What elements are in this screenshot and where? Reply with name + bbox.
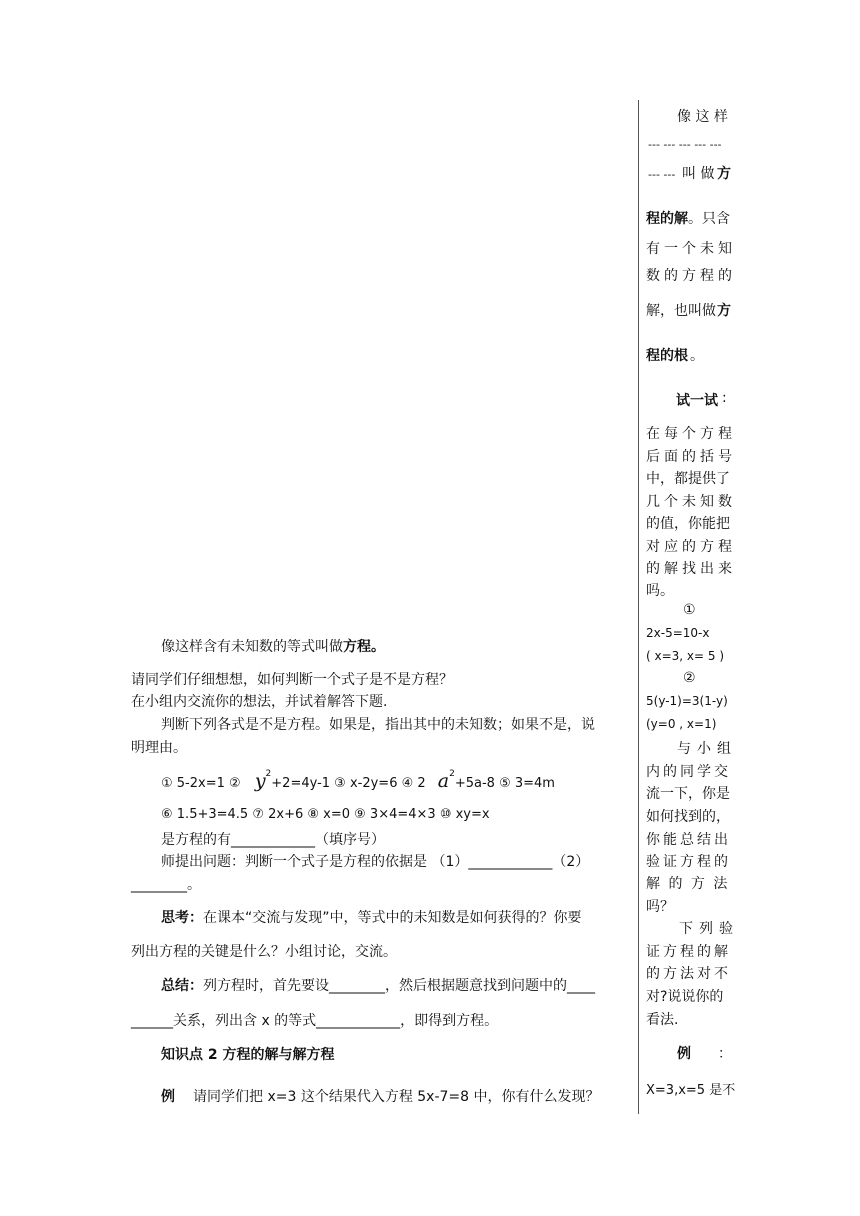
equation-item: ① 5-2x=1 ② [161, 776, 241, 791]
definition-text: 像这样含有未知数的等式叫做 [161, 639, 343, 655]
fill-blank-line: 是方程的有____________（填序号） [161, 832, 385, 848]
exponent: 2 [449, 768, 455, 779]
sidebar-blank: --- --- --- --- --- [648, 138, 722, 151]
sidebar-term: 方 [717, 303, 731, 319]
sidebar-line: ② [683, 670, 696, 686]
sidebar-line: 叫 做 [682, 166, 715, 182]
sidebar-line: 下列验 [679, 921, 739, 937]
fill-blank-line: 师提出问题：判断一个式子是方程的依据是 （1）____________（2） [161, 854, 590, 870]
sidebar-line: 看法. [646, 1012, 679, 1028]
sidebar-line: 的解找出来 [646, 561, 736, 577]
sidebar-term: 程的根 [646, 348, 688, 364]
sidebar-line: X=3,x=5 是不 [646, 1083, 736, 1098]
sidebar-blank: --- --- [648, 168, 676, 181]
instruction-line: 在小组内交流你的想法，并试着解答下题. [131, 694, 388, 710]
summary-text: 列方程时，首先要设________，然后根据题意找到问题中的____ [203, 978, 595, 994]
sidebar-line: 后面的括号 [646, 449, 736, 465]
variable-a: a [437, 770, 450, 792]
task-line: 判断下列各式是不是方程。如果是，指出其中的未知数；如果不是，说 [161, 717, 595, 733]
sidebar-line: : [722, 390, 727, 406]
sidebar-line: ① [683, 602, 696, 618]
sidebar-line: 对?说说你的 [646, 989, 724, 1005]
sidebar-line: 数的方程的 [646, 268, 736, 284]
fill-blank-line: ________。 [131, 877, 201, 893]
question-line: 请同学们仔细想想，如何判断一个式子是不是方程？ [131, 672, 453, 688]
sidebar-equation: ( x=3, x= 5 ) [646, 649, 725, 663]
summary-label: 总结： [161, 978, 203, 994]
sidebar-line: 证方程的解 [646, 944, 731, 960]
sidebar-line: 对应的方程 [646, 539, 736, 555]
think-text: 在课本“交流与发现”中，等式中的未知数是如何获得的？你要 [203, 910, 582, 926]
sidebar-line: 。 [690, 348, 704, 364]
definition-term: 方程。 [343, 639, 385, 655]
sidebar-equation: (y=0 , x=1) [646, 717, 717, 731]
sidebar-term: 方 [717, 166, 731, 182]
sidebar-line: 解，也叫做 [646, 303, 716, 319]
sidebar-line: 的方法对不 [646, 966, 731, 982]
equation-item: +2=4y-1 ③ x-2y=6 ④ 2 [271, 776, 426, 791]
sidebar-line: 在每个方程 [646, 426, 736, 442]
example-text: 请同学们把 x=3 这个结果代入方程 5x-7=8 中，你有什么发现？ [193, 1089, 600, 1105]
sidebar-line: 吗。 [646, 583, 674, 599]
think-label: 思考： [161, 910, 203, 926]
example-label: 例 [161, 1089, 175, 1105]
task-line: 明理由。 [131, 740, 187, 756]
sidebar-line: 几个未知数 [646, 494, 736, 510]
sidebar-term: 程的解 [646, 211, 688, 227]
sidebar-heading: 试一试 [676, 393, 718, 409]
sidebar-line: 中，都提供了 [646, 471, 730, 487]
equation-list-row: ⑥ 1.5+3=4.5 ⑦ 2x+6 ⑧ x=0 ⑨ 3×4=4×3 ⑩ xy=x [161, 807, 490, 822]
sidebar-line: 你能总结出 [646, 832, 731, 848]
sidebar-line: ： [718, 1046, 732, 1062]
summary-text: ______关系，列出含 x 的等式____________，即得到方程。 [131, 1013, 499, 1029]
equation-list-row [161, 770, 555, 792]
sidebar-equation: 5(y-1)=3(1-y) [646, 694, 728, 708]
sidebar-line: 吗？ [646, 899, 674, 915]
think-text: 列出方程的关键是什么？小组讨论，交流。 [131, 944, 397, 960]
equation-item: +5a-8 ⑤ 3=4m [454, 776, 555, 791]
sidebar-line: 。只含 [688, 211, 730, 227]
exponent: 2 [265, 768, 272, 779]
sidebar-line: 内的同学交 [646, 764, 731, 780]
sidebar-line: 像 这 样 [677, 109, 728, 125]
sidebar-equation: 2x-5=10-x [646, 626, 710, 640]
sidebar-line: 有一个未知 [646, 241, 736, 257]
sidebar-line: 与小组 [677, 741, 737, 757]
sidebar-line: 的值，你能把 [646, 516, 730, 532]
knowledge-point-heading: 知识点 2 方程的解与解方程 [161, 1047, 335, 1063]
sidebar-line: 如何找到的， [646, 809, 730, 825]
sidebar-heading: 例 [677, 1046, 691, 1062]
sidebar-line: 验证方程的 [646, 854, 731, 870]
sidebar-line: 流一下，你是 [646, 786, 730, 802]
variable-y: y [254, 770, 266, 792]
column-divider [638, 100, 639, 1114]
sidebar-line: 解 的 方 法 [646, 876, 730, 892]
